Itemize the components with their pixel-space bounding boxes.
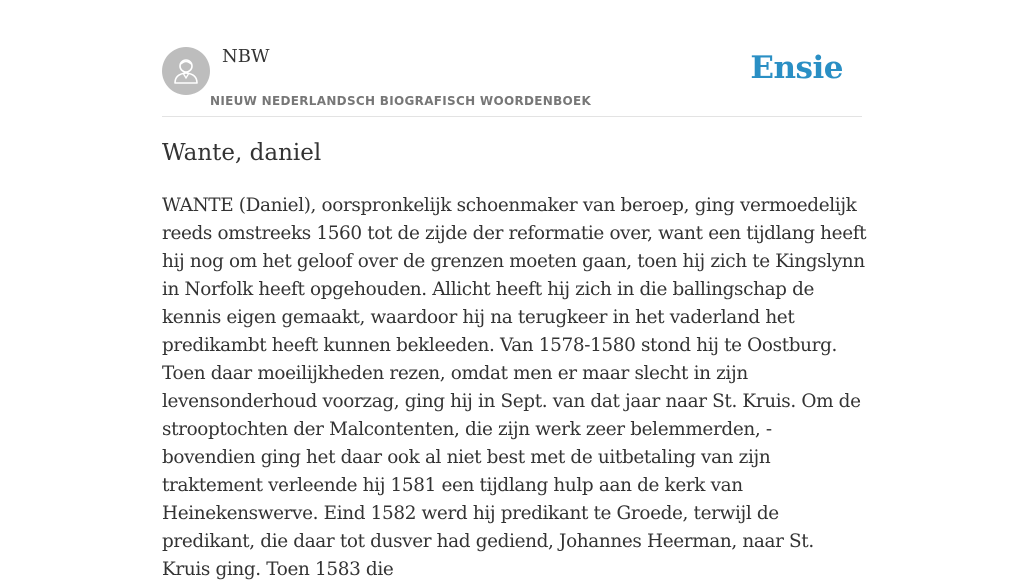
article-body: WANTE (Daniel), oorspronkelijk schoenmaker van beroep, ging vermoedelijk reeds omstreeks 1560 tot de zijde der reformatie over, want een tijdlang heeft hij nog om het geloof over de grenzen moeten gaan, toen hij zich te Kingslynn in Norfolk heeft opgehouden. Allicht heeft hij zich in die ballingschap de kennis eigen gemaakt, waardoor hij na terugkeer in het vaderland het predikambt heeft kunnen bekleeden. Van 1578-1580 stond hij te Oostburg. Toen daar moeilijkheden rezen, omdat men er maar slecht in zijn levensonderhoud voorzag, ging hij in Sept. van dat jaar naar St. Kruis. Om de strooptochten der Malcontenten, die zijn werk zeer belemmerden, - bovendien ging het daar ook al niet best met de uitbetaling van zijn traktement verleende hij 1581 een tijdlang hulp aan de kerk van Heinekenswerve. Eind 1582 werd hij predikant te Groede, terwijl de predikant, die daar tot dusver had gediend, Johannes Heerman, naar St. Kruis ging. Toen 1583 die (162, 195, 867, 580)
source-header (162, 0, 862, 117)
ensie-logo[interactable]: Ensie (750, 50, 843, 86)
user-icon (172, 56, 200, 86)
avatar[interactable] (162, 47, 210, 95)
article-title: Wante, daniel (162, 140, 322, 166)
source-name[interactable]: NBW (222, 46, 270, 67)
source-subtitle: NIEUW NEDERLANDSCH BIOGRAFISCH WOORDENBOEK (210, 94, 592, 108)
